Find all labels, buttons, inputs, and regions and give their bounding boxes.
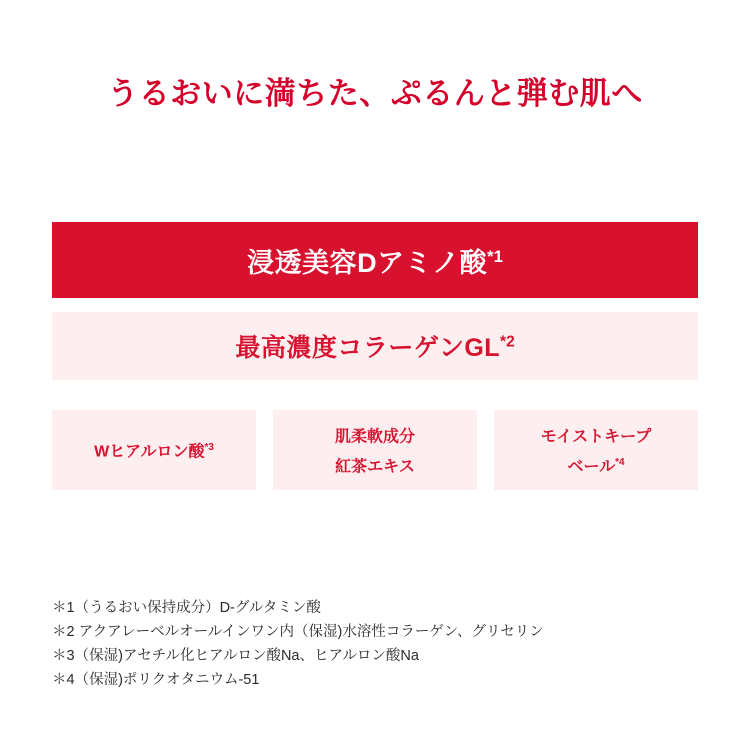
footnote-list (52, 596, 722, 692)
footnote-item: ＊2 アクアレーベルオールインワン内（保湿)水溶性コラーゲン、グリセリン (52, 624, 544, 640)
ingredient-card-line (567, 450, 624, 480)
ingredient-card (494, 410, 698, 490)
ingredient-card-line (541, 420, 652, 450)
footnote-item: ＊1（うるおい保持成分）D-グルタミン酸 (52, 600, 321, 616)
ingredient-band-primary-label (247, 241, 503, 280)
footnote-item: ＊3（保湿)アセチル化ヒアルロン酸Na、ヒアルロン酸Na (52, 648, 419, 664)
ingredient-card (52, 410, 256, 490)
ingredient-card-text: 肌柔軟成分 (334, 428, 415, 445)
ingredient-card-text: Wヒアルロン酸 (94, 443, 205, 461)
ingredient-band-secondary-text: 最高濃度コラーゲンGL (235, 334, 501, 362)
ingredient-card-line (94, 435, 214, 465)
ingredient-card-line (335, 450, 415, 480)
ingredient-band-secondary-label (235, 328, 514, 364)
page-title: うるおいに満ちた、ぷるんと弾む肌へ (107, 76, 643, 111)
ingredient-card-text: 紅茶エキス (335, 458, 415, 476)
ingredient-card (273, 410, 477, 490)
ingredient-band-secondary-footnote-marker: *2 (500, 333, 515, 351)
ingredient-card-text: モイストキープ (540, 428, 652, 445)
ingredient-card-text: ベール (567, 458, 616, 476)
ingredient-card-footnote-marker: *3 (204, 441, 214, 453)
ingredient-card-list (52, 410, 698, 490)
ingredient-card-line (335, 420, 415, 450)
ingredient-band-secondary (52, 312, 698, 380)
ingredient-band-primary (52, 222, 698, 298)
footnote-item: ＊4（保湿)ポリクオタニウム-51 (52, 672, 260, 688)
ingredient-band-primary-text: 浸透美容Dアミノ酸 (247, 247, 488, 278)
ingredient-band-primary-footnote-marker: *1 (487, 246, 503, 266)
ingredient-card-footnote-marker: *4 (615, 457, 625, 468)
